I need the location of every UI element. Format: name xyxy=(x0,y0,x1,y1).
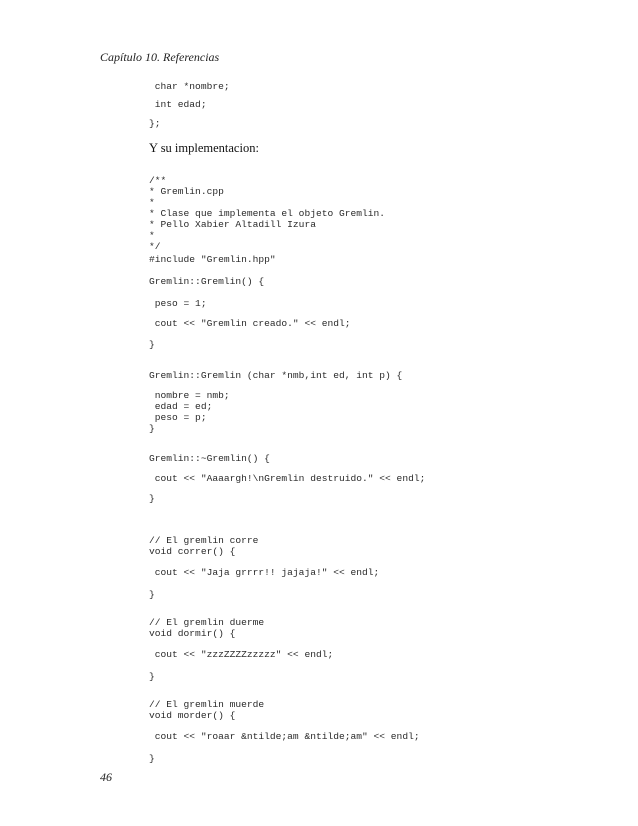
code-constructor-signature: Gremlin::Gremlin() { xyxy=(149,276,265,287)
code-closing-brace: } xyxy=(149,493,155,504)
code-line: int edad; xyxy=(149,99,207,110)
code-line: cout << "roaar &ntilde;am &ntilde;am" << endl; xyxy=(149,731,420,742)
code-line: cout << "Jaja grrrr!! jajaja!" << endl; xyxy=(149,567,380,578)
running-header: Capítulo 10. Referencias xyxy=(100,50,220,64)
code-method-dormir: // El gremlin duerme void dormir() { xyxy=(149,617,265,639)
page-number: 46 xyxy=(100,770,112,784)
code-method-correr: // El gremlin corre void correr() { xyxy=(149,535,259,557)
code-block: nombre = nmb; edad = ed; peso = p; } xyxy=(149,390,230,434)
code-line: char *nombre; xyxy=(149,81,230,92)
code-closing-brace: } xyxy=(149,339,155,350)
code-method-morder: // El gremlin muerde void morder() { xyxy=(149,699,265,721)
code-destructor-signature: Gremlin::~Gremlin() { xyxy=(149,453,270,464)
code-line: }; xyxy=(149,118,161,129)
code-comment-block: /** * Gremlin.cpp * * Clase que implementa el objeto Gremlin. * Pello Xabier Altadill Izura * */ xyxy=(149,175,386,252)
code-include: #include "Gremlin.hpp" xyxy=(149,254,276,265)
code-closing-brace: } xyxy=(149,671,155,682)
code-line: cout << "zzzZZZZzzzzz" << endl; xyxy=(149,649,334,660)
code-closing-brace: } xyxy=(149,589,155,600)
code-closing-brace: } xyxy=(149,753,155,764)
body-paragraph: Y su implementacion: xyxy=(149,141,259,155)
code-constructor-signature: Gremlin::Gremlin (char *nmb,int ed, int p) { xyxy=(149,370,403,381)
code-line: cout << "Gremlin creado." << endl; xyxy=(149,318,351,329)
code-line: peso = 1; xyxy=(149,298,207,309)
code-line: cout << "Aaaargh!\nGremlin destruido." << endl; xyxy=(149,473,426,484)
